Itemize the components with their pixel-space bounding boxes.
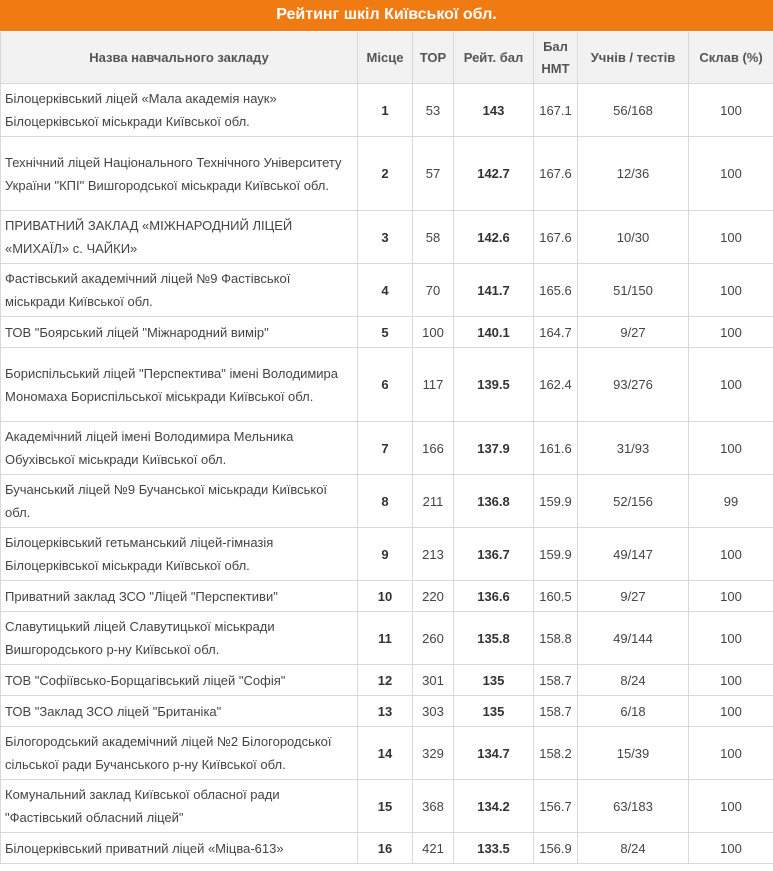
nmt-cell: 156.7 xyxy=(534,780,578,833)
place-cell: 16 xyxy=(358,833,413,864)
place-cell: 2 xyxy=(358,137,413,211)
col-header-nmt[interactable]: Бал НМТ xyxy=(534,32,578,84)
nmt-cell: 167.1 xyxy=(534,84,578,137)
top-cell: 421 xyxy=(413,833,454,864)
students-cell: 12/36 xyxy=(578,137,689,211)
table-row xyxy=(1,317,773,348)
school-name: ТОВ "Боярський ліцей "Міжнародний вимір" xyxy=(1,317,358,348)
school-name: ТОВ "Софіївсько-Борщагівський ліцей "Софія" xyxy=(1,665,358,696)
top-cell: 100 xyxy=(413,317,454,348)
school-name: ТОВ "Заклад ЗСО ліцей "Британіка" xyxy=(1,696,358,727)
rating-cell: 135 xyxy=(454,696,534,727)
students-cell: 9/27 xyxy=(578,317,689,348)
place-cell: 12 xyxy=(358,665,413,696)
students-cell: 49/144 xyxy=(578,612,689,665)
top-cell: 117 xyxy=(413,348,454,422)
passed-cell: 100 xyxy=(689,211,773,264)
students-cell: 52/156 xyxy=(578,475,689,528)
passed-cell: 100 xyxy=(689,528,773,581)
top-cell: 58 xyxy=(413,211,454,264)
top-cell: 301 xyxy=(413,665,454,696)
students-cell: 56/168 xyxy=(578,84,689,137)
table-row xyxy=(1,833,773,864)
passed-cell: 100 xyxy=(689,264,773,317)
table-row xyxy=(1,422,773,475)
nmt-cell: 159.9 xyxy=(534,475,578,528)
table-row xyxy=(1,581,773,612)
top-cell: 211 xyxy=(413,475,454,528)
place-cell: 7 xyxy=(358,422,413,475)
top-cell: 53 xyxy=(413,84,454,137)
rating-cell: 142.7 xyxy=(454,137,534,211)
students-cell: 9/27 xyxy=(578,581,689,612)
school-name: Академічний ліцей імені Володимира Мельника Обухівської міськради Київської обл. xyxy=(1,422,358,475)
school-name: Білоцерківський приватний ліцей «Міцва-613» xyxy=(1,833,358,864)
top-cell: 70 xyxy=(413,264,454,317)
passed-cell: 100 xyxy=(689,665,773,696)
students-cell: 8/24 xyxy=(578,665,689,696)
rating-cell: 135.8 xyxy=(454,612,534,665)
students-cell: 6/18 xyxy=(578,696,689,727)
passed-cell: 100 xyxy=(689,696,773,727)
table-title: Рейтинг шкіл Київської обл. xyxy=(0,0,773,32)
rating-cell: 140.1 xyxy=(454,317,534,348)
col-header-top[interactable]: ТОР xyxy=(413,32,454,84)
school-name: Приватний заклад ЗСО "Ліцей "Перспективи" xyxy=(1,581,358,612)
students-cell: 51/150 xyxy=(578,264,689,317)
top-cell: 220 xyxy=(413,581,454,612)
top-cell: 213 xyxy=(413,528,454,581)
students-cell: 49/147 xyxy=(578,528,689,581)
top-cell: 57 xyxy=(413,137,454,211)
nmt-cell: 159.9 xyxy=(534,528,578,581)
place-cell: 9 xyxy=(358,528,413,581)
place-cell: 8 xyxy=(358,475,413,528)
nmt-cell: 164.7 xyxy=(534,317,578,348)
rating-table xyxy=(0,32,773,864)
table-row xyxy=(1,528,773,581)
table-row xyxy=(1,696,773,727)
school-name: Славутицький ліцей Славутицької міськради Вишгородського р-ну Київської обл. xyxy=(1,612,358,665)
passed-cell: 99 xyxy=(689,475,773,528)
rating-cell: 136.8 xyxy=(454,475,534,528)
table-row xyxy=(1,348,773,422)
rating-cell: 137.9 xyxy=(454,422,534,475)
passed-cell: 100 xyxy=(689,348,773,422)
col-header-passed[interactable]: Склав (%) xyxy=(689,32,773,84)
place-cell: 1 xyxy=(358,84,413,137)
place-cell: 15 xyxy=(358,780,413,833)
nmt-cell: 160.5 xyxy=(534,581,578,612)
school-name: ПРИВАТНИЙ ЗАКЛАД «МІЖНАРОДНИЙ ЛІЦЕЙ «МИХАЇЛ» с. ЧАЙКИ» xyxy=(1,211,358,264)
nmt-cell: 158.8 xyxy=(534,612,578,665)
rating-cell: 134.2 xyxy=(454,780,534,833)
nmt-cell: 156.9 xyxy=(534,833,578,864)
table-row xyxy=(1,612,773,665)
rating-cell: 142.6 xyxy=(454,211,534,264)
nmt-cell: 167.6 xyxy=(534,137,578,211)
place-cell: 4 xyxy=(358,264,413,317)
rating-cell: 136.6 xyxy=(454,581,534,612)
table-row xyxy=(1,780,773,833)
students-cell: 15/39 xyxy=(578,727,689,780)
place-cell: 13 xyxy=(358,696,413,727)
school-name: Білогородський академічний ліцей №2 Білогородської сільської ради Бучанського р-ну Київської обл. xyxy=(1,727,358,780)
passed-cell: 100 xyxy=(689,137,773,211)
table-row xyxy=(1,475,773,528)
passed-cell: 100 xyxy=(689,581,773,612)
table-row xyxy=(1,727,773,780)
students-cell: 93/276 xyxy=(578,348,689,422)
nmt-cell: 158.2 xyxy=(534,727,578,780)
passed-cell: 100 xyxy=(689,422,773,475)
table-row xyxy=(1,137,773,211)
rating-cell: 143 xyxy=(454,84,534,137)
students-cell: 63/183 xyxy=(578,780,689,833)
school-name: Білоцерківський ліцей «Мала академія наук» Білоцерківської міськради Київської обл. xyxy=(1,84,358,137)
place-cell: 6 xyxy=(358,348,413,422)
col-header-students[interactable]: Учнів / тестів xyxy=(578,32,689,84)
passed-cell: 100 xyxy=(689,780,773,833)
passed-cell: 100 xyxy=(689,84,773,137)
col-header-place[interactable]: Місце xyxy=(358,32,413,84)
top-cell: 166 xyxy=(413,422,454,475)
school-name: Білоцерківський гетьманський ліцей-гімназія Білоцерківської міськради Київської обл. xyxy=(1,528,358,581)
nmt-cell: 165.6 xyxy=(534,264,578,317)
passed-cell: 100 xyxy=(689,833,773,864)
top-cell: 303 xyxy=(413,696,454,727)
table-row xyxy=(1,264,773,317)
top-cell: 368 xyxy=(413,780,454,833)
place-cell: 14 xyxy=(358,727,413,780)
place-cell: 11 xyxy=(358,612,413,665)
students-cell: 8/24 xyxy=(578,833,689,864)
col-header-rating[interactable]: Рейт. бал xyxy=(454,32,534,84)
students-cell: 10/30 xyxy=(578,211,689,264)
school-name: Бориспільський ліцей "Перспектива" імені Володимира Мономаха Бориспільської міськради Київської обл. xyxy=(1,348,358,422)
nmt-cell: 161.6 xyxy=(534,422,578,475)
rating-cell: 134.7 xyxy=(454,727,534,780)
school-name: Комунальний заклад Київської обласної ради "Фастівський обласний ліцей" xyxy=(1,780,358,833)
passed-cell: 100 xyxy=(689,317,773,348)
rating-cell: 133.5 xyxy=(454,833,534,864)
rating-cell: 139.5 xyxy=(454,348,534,422)
nmt-cell: 158.7 xyxy=(534,665,578,696)
students-cell: 31/93 xyxy=(578,422,689,475)
col-header-name[interactable]: Назва навчального закладу xyxy=(1,32,358,84)
passed-cell: 100 xyxy=(689,727,773,780)
table-row xyxy=(1,665,773,696)
table-row xyxy=(1,211,773,264)
passed-cell: 100 xyxy=(689,612,773,665)
header-row xyxy=(1,32,773,84)
nmt-cell: 158.7 xyxy=(534,696,578,727)
school-name: Бучанський ліцей №9 Бучанської міськради Київської обл. xyxy=(1,475,358,528)
place-cell: 10 xyxy=(358,581,413,612)
nmt-cell: 162.4 xyxy=(534,348,578,422)
top-cell: 329 xyxy=(413,727,454,780)
rating-cell: 136.7 xyxy=(454,528,534,581)
top-cell: 260 xyxy=(413,612,454,665)
place-cell: 5 xyxy=(358,317,413,348)
rating-cell: 141.7 xyxy=(454,264,534,317)
school-name: Фастівський академічний ліцей №9 Фастівської міськради Київської обл. xyxy=(1,264,358,317)
nmt-cell: 167.6 xyxy=(534,211,578,264)
place-cell: 3 xyxy=(358,211,413,264)
table-row xyxy=(1,84,773,137)
school-name: Технічний ліцей Національного Технічного Університету України "КПІ" Вишгородської міськради Київської обл. xyxy=(1,137,358,211)
rating-cell: 135 xyxy=(454,665,534,696)
